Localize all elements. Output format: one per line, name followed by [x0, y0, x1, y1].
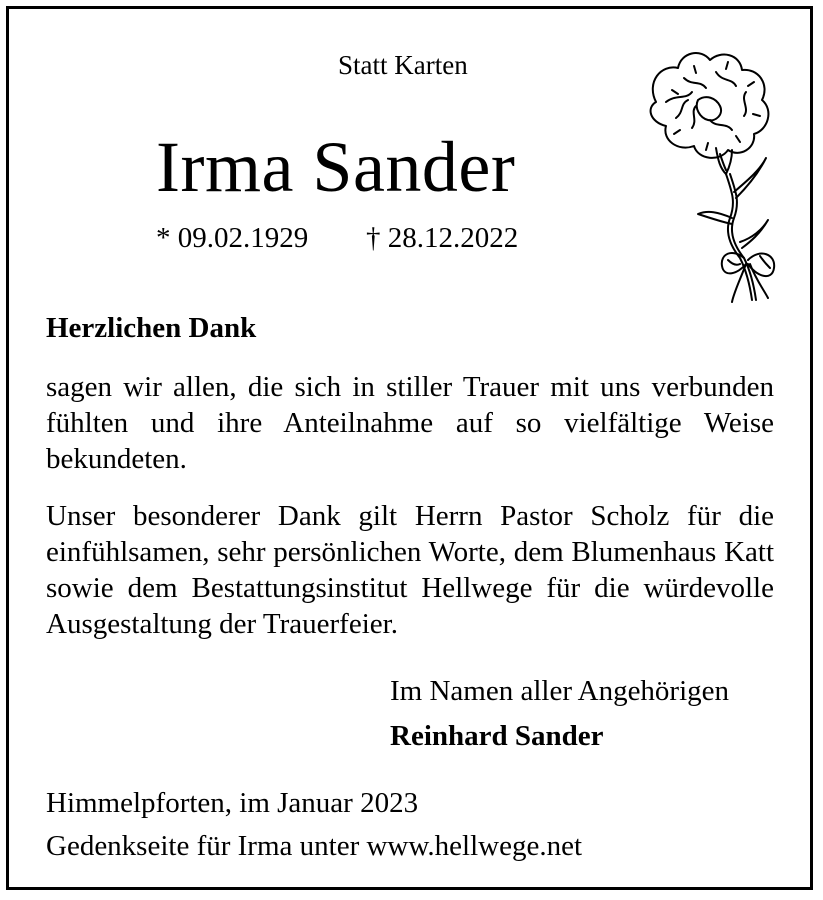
- memorial-page-text: Gedenkseite für Irma unter www.hellwege.net: [46, 830, 583, 862]
- place-date: Himmelpforten, im Januar 2023: [46, 787, 419, 819]
- death-date: † 28.12.2022: [366, 222, 519, 254]
- thanks-paragraph: sagen wir allen, die sich in stiller Trauer mit uns verbunden fühlten und ihre Anteilnahme auf so vielfältige Weise bekundeten.: [46, 371, 774, 475]
- notice-header: Statt Karten: [338, 50, 468, 80]
- signature-intro: Im Namen aller Angehörigen: [390, 675, 730, 707]
- thanks-heading: Herzlichen Dank: [46, 312, 257, 344]
- special-thanks-paragraph: Unser besonderer Dank gilt Herrn Pastor Scholz für die einfühlsamen, sehr persönlichen Worte, dem Blumenhaus Katt sowie dem Bestattungsinstitut Hellwege für die würdevolle Ausgestaltung der Trauerfeier.: [46, 500, 774, 640]
- deceased-name: Irma Sander: [156, 127, 516, 207]
- signer-name: Reinhard Sander: [390, 720, 604, 752]
- carnation-flower-icon: [636, 42, 786, 307]
- birth-date: * 09.02.1929: [156, 222, 309, 254]
